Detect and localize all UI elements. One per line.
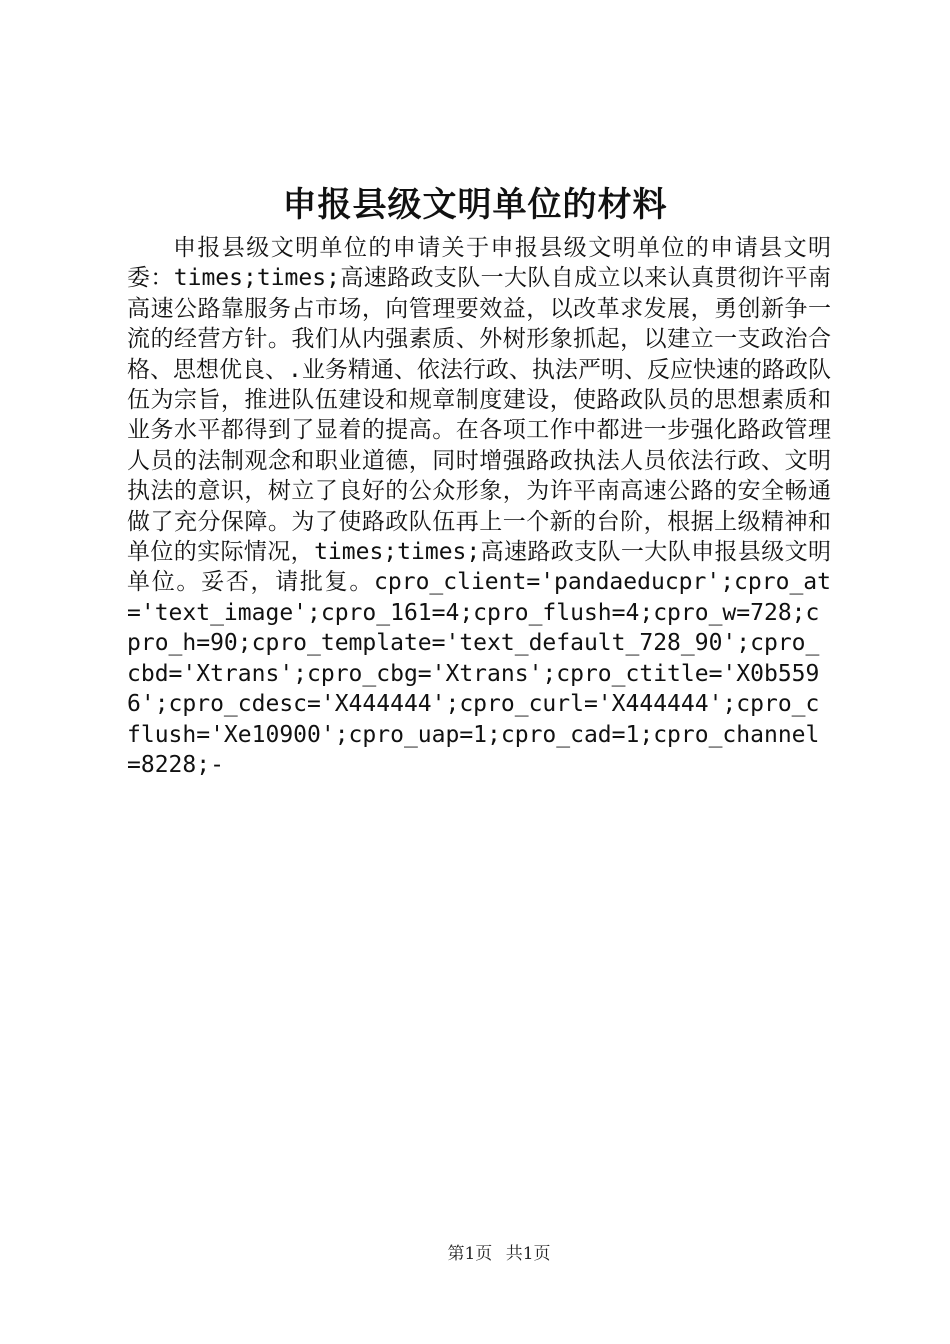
page-number-total: 共1页 xyxy=(505,1244,551,1264)
document-body xyxy=(127,233,831,780)
body-paragraph: 申报县级文明单位的申请关于申报县级文明单位的申请县文明委：times;times;高速路政支队一大队自成立以来认真贯彻许平南高速公路靠服务占市场，向管理要效益，以改革求发展，勇创新争一流的经营方针。我们从内强素质、外树形象抓起，以建立一支政治合格、思想优良、.业务精通、依法行政、执法严明、反应快速的路政队伍为宗旨，推进队伍建设和规章制度建设，使路政队员的思想素质和业务水平都得到了显着的提高。在各项工作中都进一步强化路政管理人员的法制观念和职业道德，同时增强路政执法人员依法行政、文明执法的意识，树立了良好的公众形象，为许平南高速公路的安全畅通做了充分保障。为了使路政队伍再上一个新的台阶，根据上级精神和单位的实际情况，times;times;高速路政支队一大队申报县级文明单位。妥否，请批复。cpro_client='pandaeducpr';cpro_at='text_image';cpro_161=4;cpro_flush=4;cpro_w=728;cpro_h=90;cpro_template='text_default_728_90';cpro_cbd='Xtrans';cpro_cbg='Xtrans';cpro_ctitle='X0b5596';cpro_cdesc='X444444';cpro_curl='X444444';cpro_cflush='Xe10900';cpro_uap=1;cpro_cad=1;cpro_channel=8228;- xyxy=(127,235,831,778)
page-number-current: 第1页 xyxy=(447,1244,493,1264)
document-title: 申报县级文明单位的材料 xyxy=(282,185,668,225)
page-footer xyxy=(0,1242,950,1266)
